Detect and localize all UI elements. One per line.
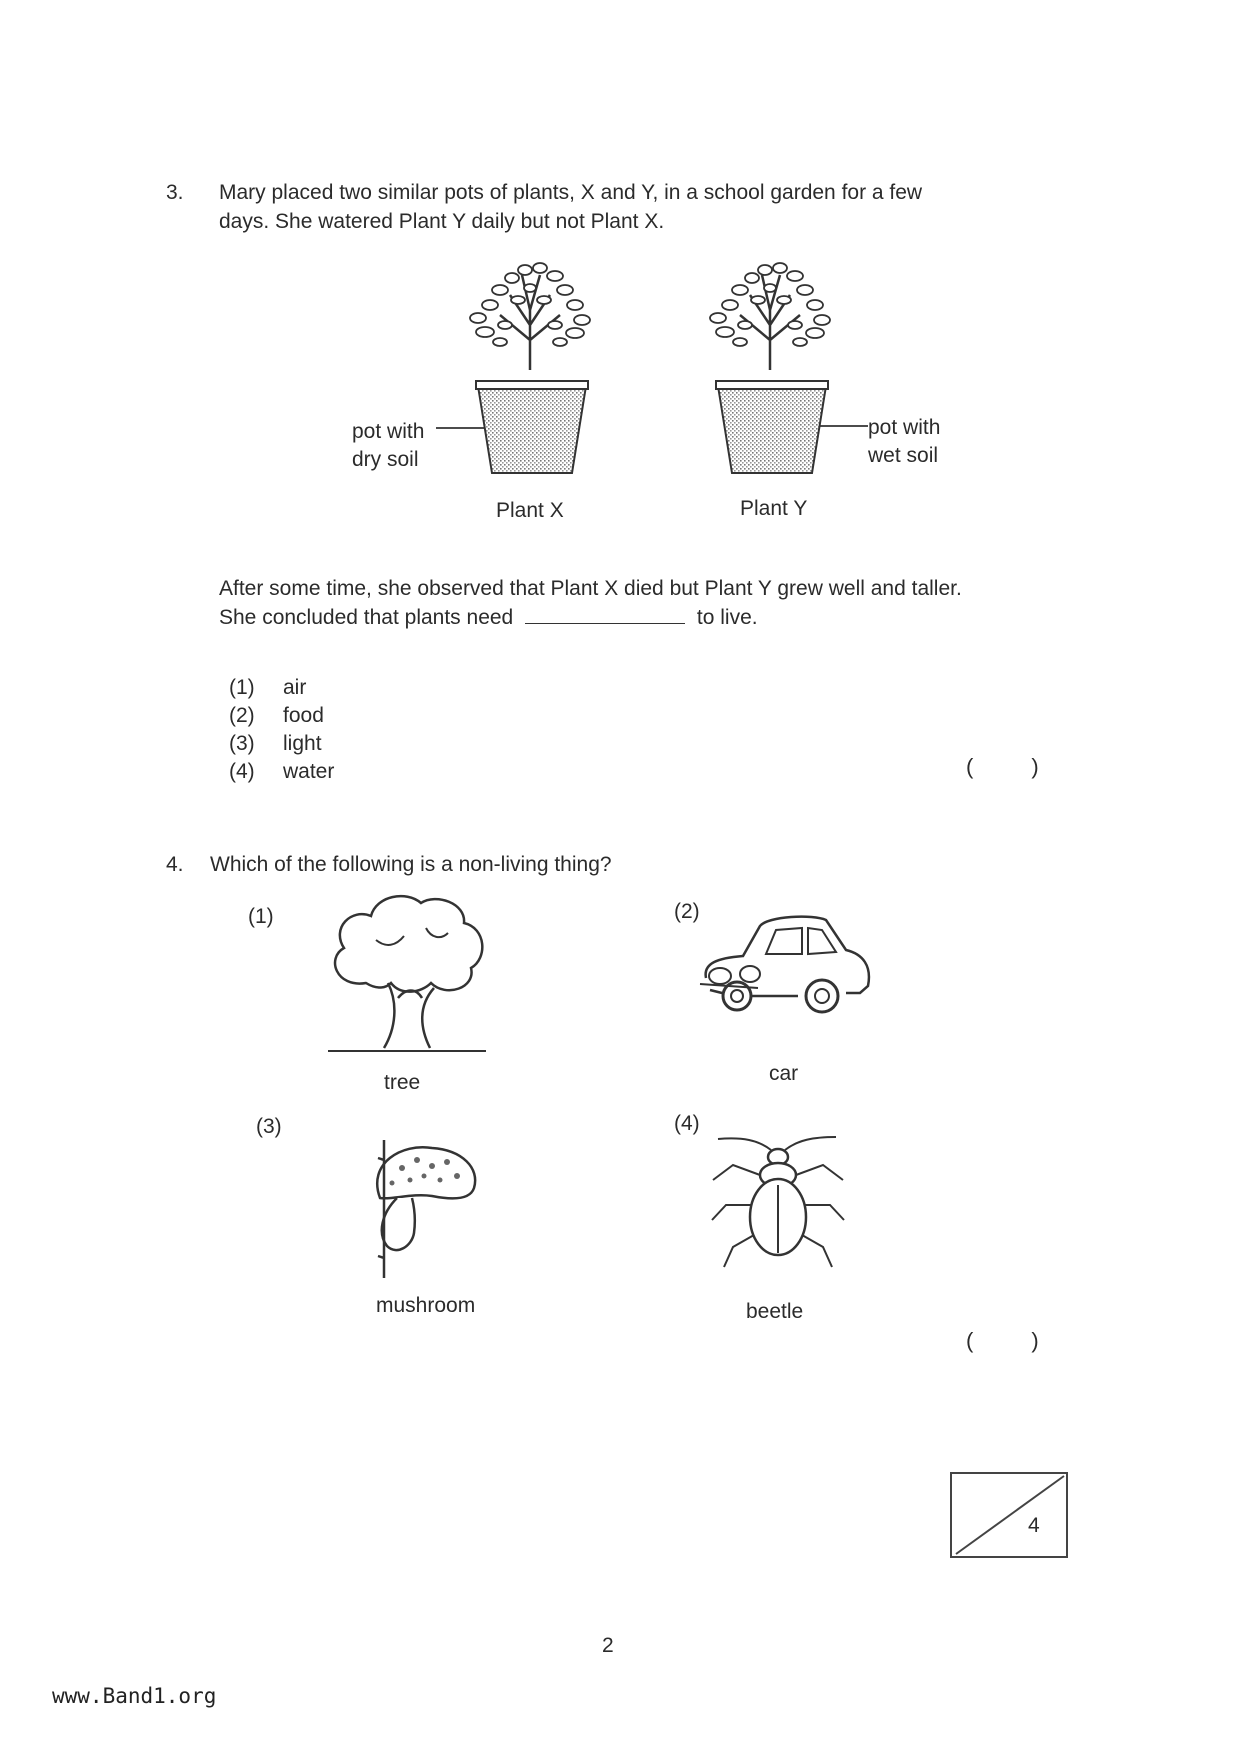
answer-blank[interactable] bbox=[525, 605, 685, 624]
plant-y-drawing bbox=[710, 263, 830, 473]
plant-x-drawing bbox=[470, 263, 590, 473]
q3-stem-line-2: days. She watered Plant Y daily but not Plant X. bbox=[219, 210, 665, 233]
car-icon[interactable] bbox=[698, 908, 876, 1028]
q3-followup-line-1: After some time, she observed that Plant X died but Plant Y grew well and taller. bbox=[219, 577, 962, 600]
option-number: (2) bbox=[229, 704, 255, 727]
score-box-total: 4 bbox=[1028, 1514, 1040, 1537]
dry-soil-label-line-1: pot with bbox=[352, 420, 425, 443]
option-number: (3) bbox=[229, 732, 255, 755]
answer-close-paren: ) bbox=[1031, 1328, 1039, 1353]
score-box bbox=[950, 1472, 1068, 1558]
wet-soil-label-line-2: wet soil bbox=[868, 444, 939, 467]
option-text: food bbox=[283, 704, 324, 727]
q3-followup bbox=[219, 574, 1099, 632]
q3-followup-before-blank: She concluded that plants need bbox=[219, 606, 514, 629]
dry-soil-label-line-2: dry soil bbox=[352, 448, 419, 471]
answer-close-paren: ) bbox=[1031, 754, 1039, 779]
wet-soil-label bbox=[868, 414, 940, 470]
q4-option-2-caption: car bbox=[769, 1062, 799, 1085]
q4-option-1-caption: tree bbox=[384, 1071, 421, 1094]
score-box-diagonal bbox=[952, 1474, 1066, 1556]
q4-number: 4. bbox=[166, 853, 184, 876]
q4-option-1-number: (1) bbox=[248, 905, 274, 928]
q3-options bbox=[229, 674, 334, 786]
q4-answer-bracket[interactable] bbox=[966, 1328, 1039, 1354]
q3-stem-line-1: Mary placed two similar pots of plants, X and Y, in a school garden for a few bbox=[219, 181, 923, 204]
q3-stem bbox=[219, 178, 1099, 236]
q4-option-2-number: (2) bbox=[674, 900, 700, 923]
q4-stem: Which of the following is a non-living thing? bbox=[210, 853, 612, 876]
option-number: (1) bbox=[229, 676, 255, 699]
answer-open-paren: ( bbox=[966, 1328, 974, 1353]
q4-option-3-number: (3) bbox=[256, 1115, 282, 1138]
wet-soil-label-line-1: pot with bbox=[868, 416, 941, 439]
tree-icon[interactable] bbox=[326, 888, 491, 1058]
option-text: light bbox=[283, 732, 322, 755]
beetle-icon[interactable] bbox=[708, 1135, 848, 1275]
page-number: 2 bbox=[602, 1634, 614, 1657]
q3-followup-line-2 bbox=[219, 603, 1099, 632]
q4-option-4-number: (4) bbox=[674, 1112, 700, 1135]
q3-option-1[interactable] bbox=[229, 674, 334, 702]
dry-soil-label bbox=[352, 418, 424, 474]
q3-followup-after-blank: to live. bbox=[696, 606, 758, 629]
option-text: water bbox=[283, 760, 335, 783]
mushroom-icon[interactable] bbox=[362, 1138, 482, 1283]
watermark-url: www.Band1.org bbox=[52, 1684, 217, 1708]
q4-option-4-caption: beetle bbox=[746, 1300, 804, 1323]
q4-option-3-caption: mushroom bbox=[376, 1294, 476, 1317]
q3-plant-figure bbox=[340, 268, 980, 538]
q3-option-3[interactable] bbox=[229, 730, 334, 758]
plant-y-caption: Plant Y bbox=[740, 497, 808, 520]
q3-option-2[interactable] bbox=[229, 702, 334, 730]
answer-open-paren: ( bbox=[966, 754, 974, 779]
plant-x-caption: Plant X bbox=[496, 499, 564, 522]
option-number: (4) bbox=[229, 760, 255, 783]
option-text: air bbox=[283, 676, 307, 699]
q3-answer-bracket[interactable] bbox=[966, 754, 1039, 780]
q3-number: 3. bbox=[166, 181, 184, 204]
q3-option-4[interactable] bbox=[229, 758, 334, 786]
